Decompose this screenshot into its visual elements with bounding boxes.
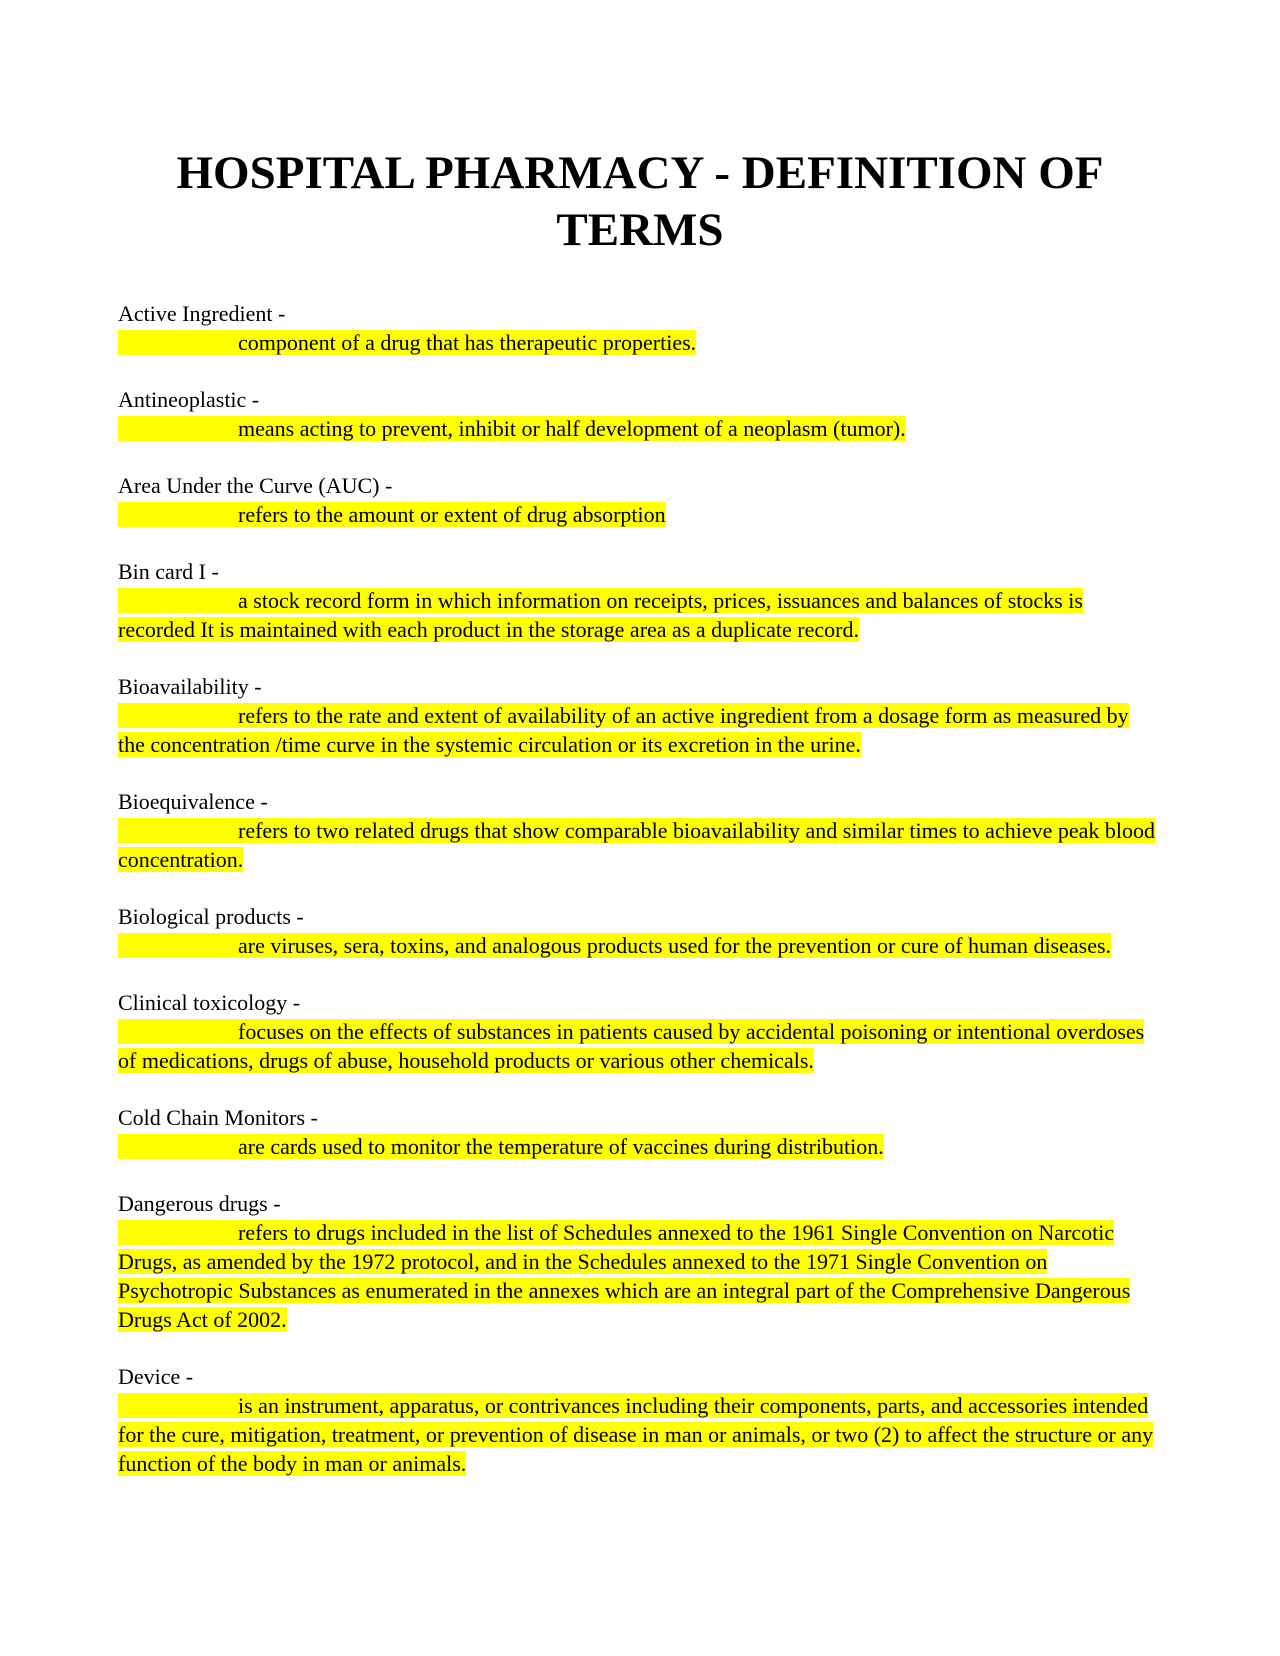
term-definition (118, 500, 1158, 529)
definition-entry (118, 988, 1158, 1075)
definition-entry (118, 1189, 1158, 1334)
term-label: Biological products - (118, 904, 304, 929)
definition-highlight: are cards used to monitor the temperature of vaccines during distribution. (118, 1134, 884, 1159)
definition-entry (118, 787, 1158, 874)
definitions-list (118, 299, 1158, 1506)
definition-highlight: is an instrument, apparatus, or contrivances including their components, parts, and accessories intended for the cure, mitigation, treatment, or prevention of disease in man or animals, or two (2) to affect the structure or any function of the body in man or animals. (118, 1393, 1154, 1476)
document-title: HOSPITAL PHARMACY - DEFINITION OF TERMS (176, 147, 1104, 256)
definition-entry (118, 1103, 1158, 1161)
definition-highlight: refers to two related drugs that show comparable bioavailability and similar times to achieve peak blood concentration. (118, 818, 1155, 872)
definition-entry (118, 471, 1158, 529)
term-definition (118, 1132, 1158, 1161)
definition-highlight: refers to the amount or extent of drug absorption (118, 502, 666, 527)
definition-highlight: refers to drugs included in the list of Schedules annexed to the 1961 Single Convention on Narcotic Drugs, as amended by the 1972 protocol, and in the Schedules annexed to the 1971 Single Convention on Psychotropic Substances as enumerated in the annexes which are an integral part of the Comprehensive Dangerous Drugs Act of 2002. (118, 1220, 1131, 1332)
term-definition (118, 1218, 1158, 1334)
term-label: Area Under the Curve (AUC) - (118, 473, 393, 498)
definition-highlight: focuses on the effects of substances in patients caused by accidental poisoning or intentional overdoses of medications, drugs of abuse, household products or various other chemicals. (118, 1019, 1145, 1073)
term-definition (118, 931, 1158, 960)
term-definition (118, 586, 1158, 644)
term-definition (118, 328, 1158, 357)
term-label: Clinical toxicology - (118, 990, 301, 1015)
definition-highlight: refers to the rate and extent of availability of an active ingredient from a dosage form as measured by the concentration /time curve in the systemic circulation or its excretion in the urine. (118, 703, 1129, 757)
definition-entry (118, 902, 1158, 960)
term-label: Active Ingredient - (118, 301, 286, 326)
term-label: Bioequivalence - (118, 789, 268, 814)
definition-entry (118, 385, 1158, 443)
definition-entry (118, 672, 1158, 759)
term-label: Cold Chain Monitors - (118, 1105, 318, 1130)
term-label: Device - (118, 1364, 194, 1389)
definition-highlight: means acting to prevent, inhibit or half development of a neoplasm (tumor). (118, 416, 906, 441)
term-definition (118, 816, 1158, 874)
term-definition (118, 1391, 1158, 1478)
term-label: Bin card I - (118, 559, 219, 584)
term-definition (118, 701, 1158, 759)
definition-highlight: a stock record form in which information on receipts, prices, issuances and balances of stocks is recorded It is maintained with each product in the storage area as a duplicate record. (118, 588, 1083, 642)
term-label: Dangerous drugs - (118, 1191, 281, 1216)
definition-entry (118, 557, 1158, 644)
definition-highlight: are viruses, sera, toxins, and analogous products used for the prevention or cure of human diseases. (118, 933, 1111, 958)
definition-highlight: component of a drug that has therapeutic properties. (118, 330, 696, 355)
definition-entry (118, 1362, 1158, 1478)
term-definition (118, 414, 1158, 443)
definition-entry (118, 299, 1158, 357)
term-label: Antineoplastic - (118, 387, 260, 412)
term-label: Bioavailability - (118, 674, 262, 699)
term-definition (118, 1017, 1158, 1075)
